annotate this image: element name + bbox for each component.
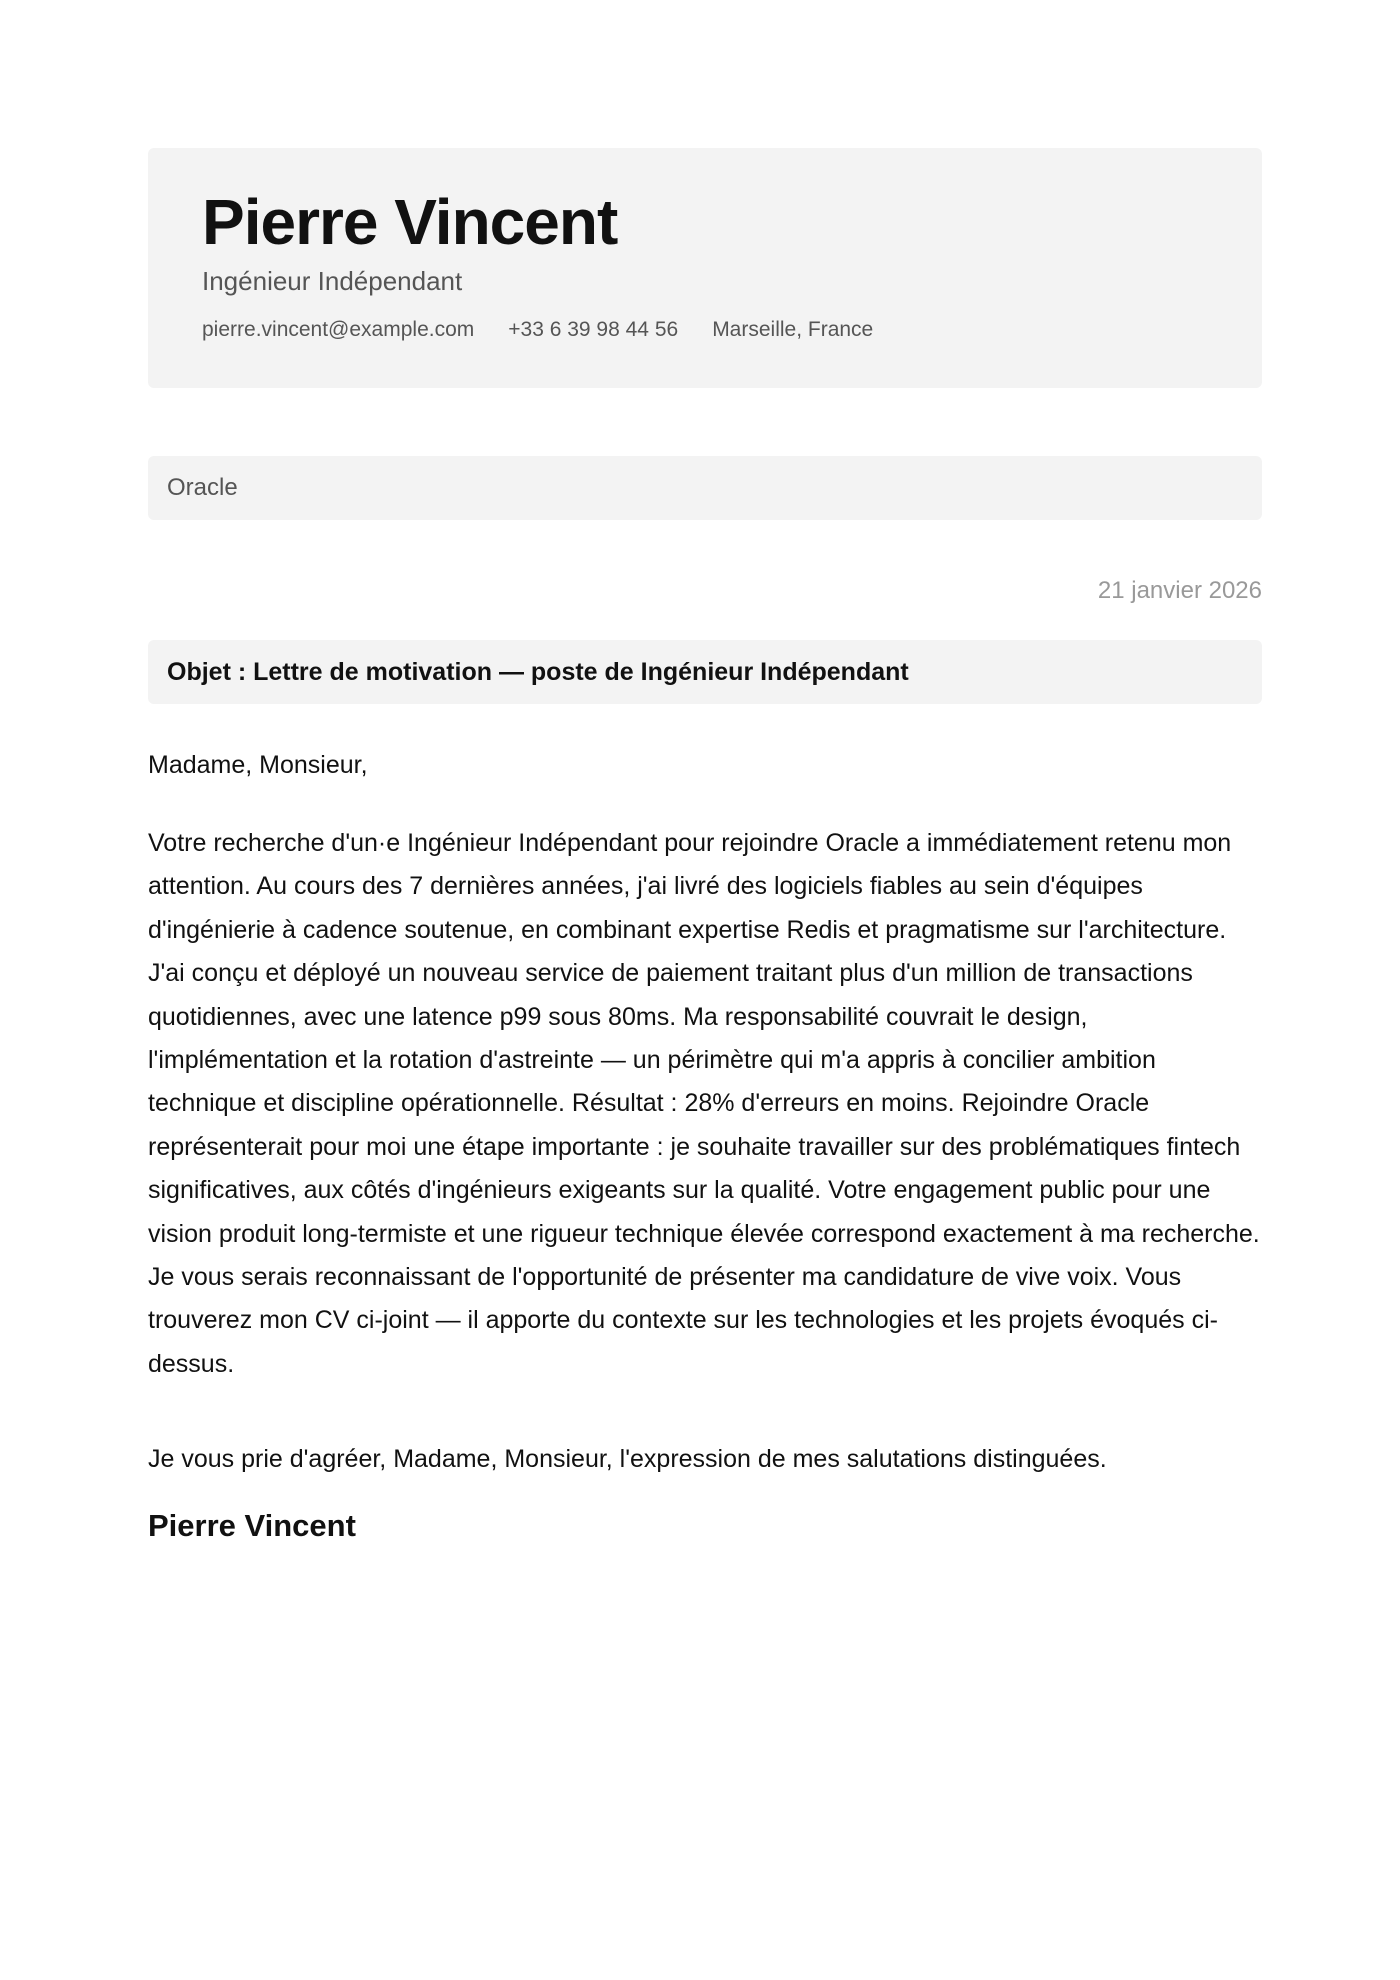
signature: Pierre Vincent — [148, 1508, 356, 1544]
sender-name: Pierre Vincent — [202, 186, 618, 258]
header-card — [148, 148, 1262, 388]
cover-letter-page — [148, 148, 1262, 1546]
contact-line — [202, 316, 1208, 344]
subject-box — [148, 640, 1262, 704]
contact-email: pierre.vincent@example.com — [202, 318, 475, 341]
letter-date: 21 janvier 2026 — [1097, 577, 1262, 604]
closing-formula: Je vous prie d'agréer, Madame, Monsieur, l'expression de mes salutations distinguées. — [148, 1445, 1107, 1474]
recipient-company-box — [148, 456, 1262, 520]
recipient-company: Oracle — [167, 474, 238, 501]
contact-phone: +33 6 39 98 44 56 — [508, 318, 679, 341]
letter-body: Votre recherche d'un·e Ingénieur Indépendant pour rejoindre Oracle a immédiatement retenu mon attention. Au cours des 7 dernières années, j'ai livré des logiciels fiables au sein d'équipes d'ingénierie à cadence soutenue, en combinant expertise Redis et pragmatisme sur l'architecture. J'ai conçu et déployé un nouveau service de paiement traitant plus d'un million de transactions quotidiennes, avec une latence p99 sous 80ms. Ma responsabilité couvrait le design, l'implémentation et la rotation d'astreinte — un périmètre qui m'a appris à concilier ambition technique et discipline opérationnelle. Résultat : 28% d'erreurs en moins. Rejoindre Oracle représenterait pour moi une étape importante : je souhaite travailler sur des problématiques fintech significatives, aux côtés d'ingénieurs exigeants sur la qualité. Votre engagement public pour une vision produit long-termiste et une rigueur technique élevée correspond exactement à ma recherche. Je vous serais reconnaissant de l'opportunité de présenter ma candidature de vive voix. Vous trouverez mon CV ci-joint — il apporte du contexte sur les technologies et les projets évoqués ci-dessus. — [148, 829, 1260, 1378]
letter-subject: Objet : Lettre de motivation — poste de Ingénieur Indépendant — [167, 657, 909, 686]
sender-role: Ingénieur Indépendant — [202, 266, 463, 296]
salutation: Madame, Monsieur, — [148, 751, 368, 779]
contact-location: Marseille, France — [712, 318, 874, 341]
